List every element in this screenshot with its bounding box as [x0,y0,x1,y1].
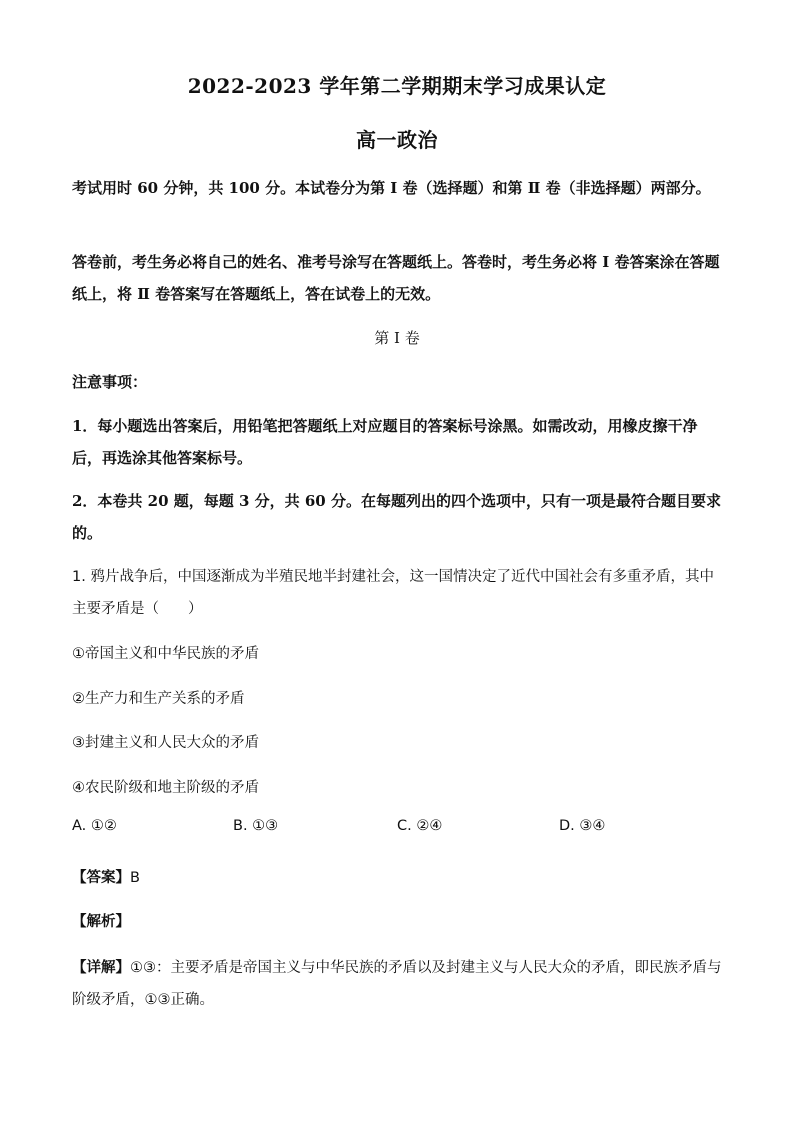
statement-4: ④农民阶级和地主阶级的矛盾 [72,780,259,796]
exam-title: 2022-2023 学年第二学期期末学习成果认定 [187,74,607,98]
section-label: 第 Ⅰ 卷 [374,329,420,347]
statement-3: ③封建主义和人民大众的矛盾 [72,735,259,751]
choice-a: A. ①② [72,818,117,834]
statement-2: ②生产力和生产关系的矛盾 [72,691,245,707]
notes-item-2: 2．本卷共 20 题，每题 3 分，共 60 分。在每题列出的四个选项中，只有一项是最符合题目要求的。 [72,492,721,542]
choice-b: B. ①③ [233,818,279,834]
analysis-label: 【解析】 [72,914,130,930]
choice-d: D. ③④ [559,818,606,834]
subject-title: 高一政治 [356,128,438,152]
answer-choices [72,818,722,848]
notes-item-1: 1．每小题选出答案后，用铅笔把答题纸上对应题目的答案标号涂黑。如需改动，用橡皮擦干净后，再选涂其他答案标号。 [72,417,698,467]
notes-heading: 注意事项： [72,373,148,391]
question-stem: 1. 鸦片战争后，中国逐渐成为半殖民地半封建社会，这一国情决定了近代中国社会有多重矛盾，其中主要矛盾是（ ） [72,569,714,617]
exam-info: 考试用时 60 分钟，共 100 分。本试卷分为第 Ⅰ 卷（选择题）和第 Ⅱ 卷（非选择题）两部分。 [72,179,711,197]
detail-text: ①③：主要矛盾是帝国主义与中华民族的矛盾以及封建主义与人民大众的矛盾，即民族矛盾与阶级矛盾，①③正确。 [72,960,722,1008]
choice-c: C. ②④ [397,818,443,834]
before-exam-instructions: 答卷前，考生务必将自己的姓名、准考号涂写在答题纸上。答卷时，考生务必将 Ⅰ 卷答案涂在答题纸上，将 Ⅱ 卷答案写在答题纸上，答在试卷上的无效。 [72,253,720,303]
detail-label: 【详解】 [72,960,130,976]
detail-paragraph [72,952,722,1016]
analysis-line [72,906,722,938]
answer-value: B [130,870,140,886]
answer-label: 【答案】 [72,870,130,886]
answer-line [72,862,722,894]
statement-1: ①帝国主义和中华民族的矛盾 [72,646,259,662]
